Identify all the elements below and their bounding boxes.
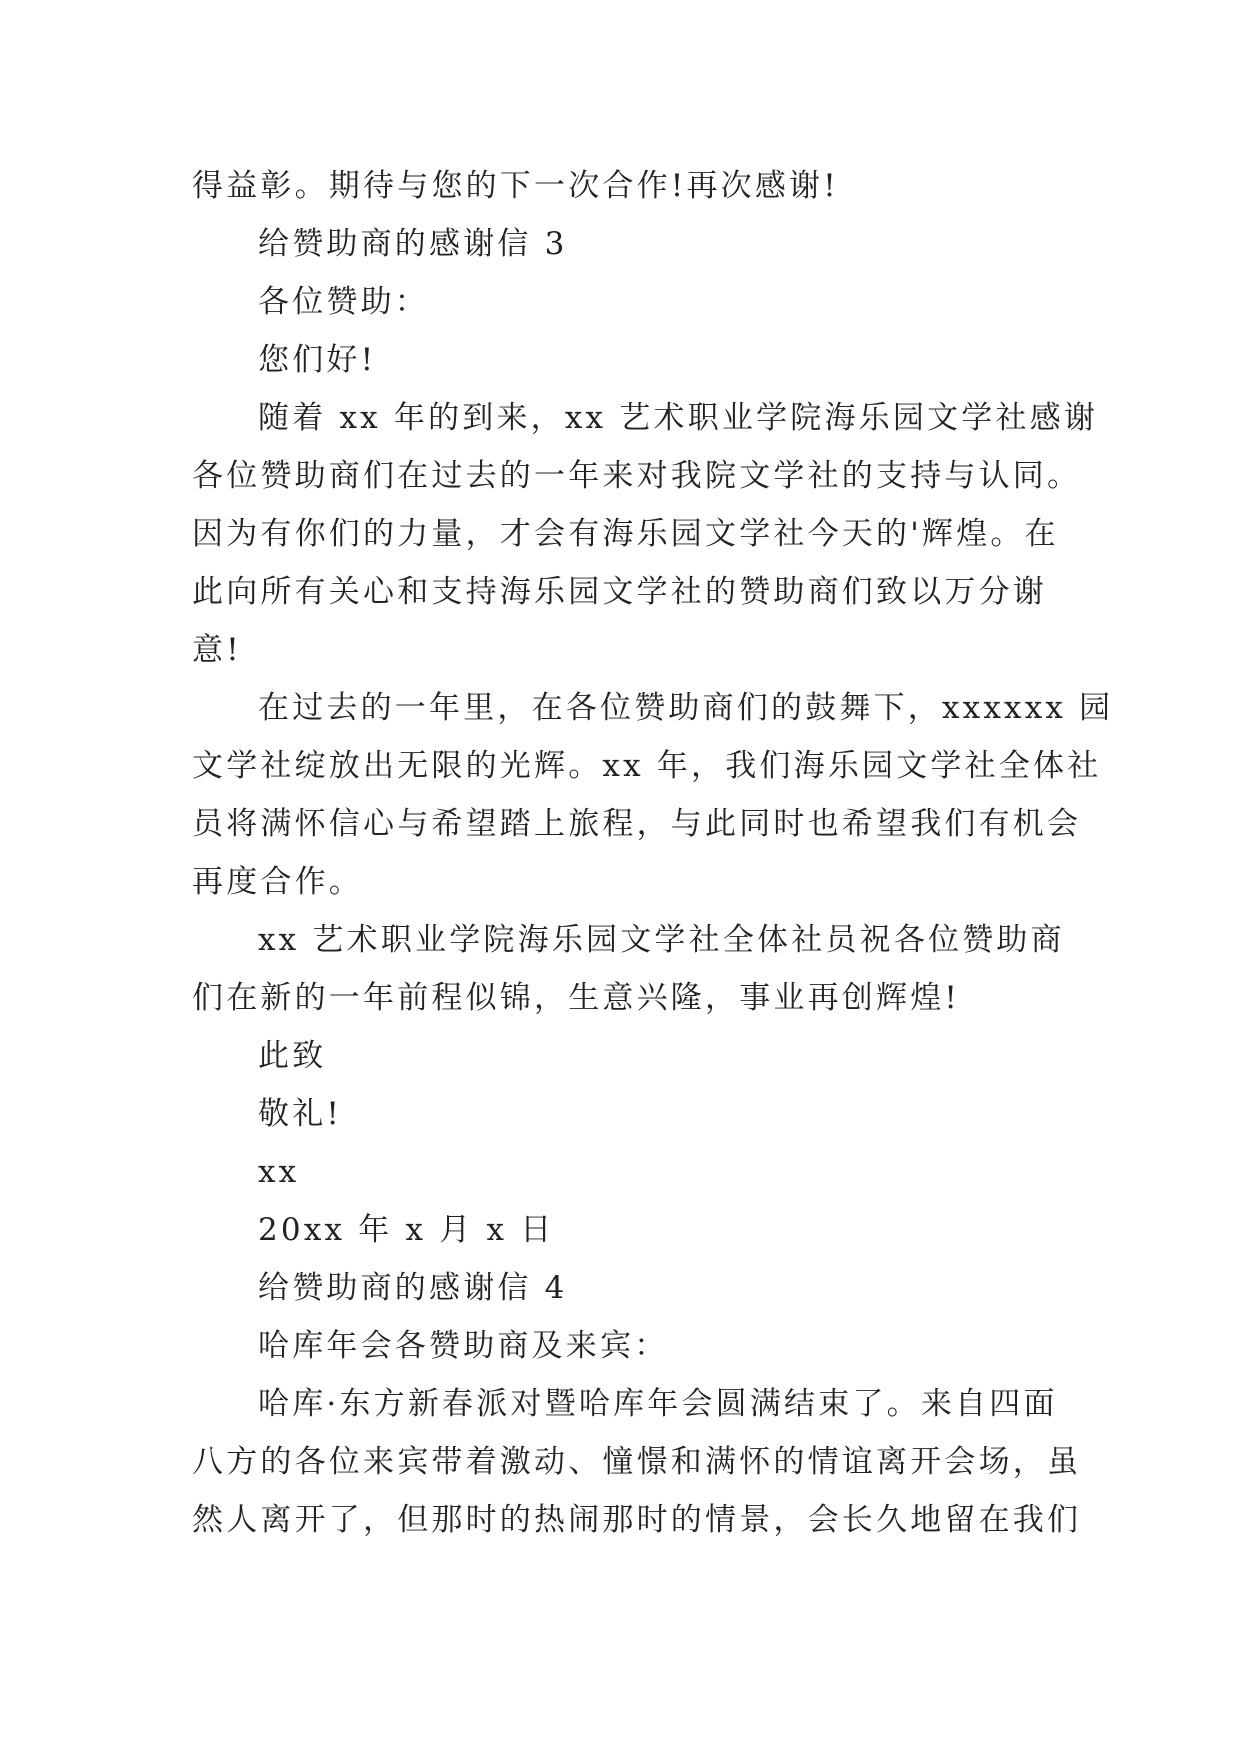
text-line: 在过去的一年里，在各位赞助商们的鼓舞下，xxxxxx 园 bbox=[258, 690, 1114, 726]
greeting: 您们好! bbox=[258, 342, 377, 378]
text-line: 文学社绽放出无限的光辉。xx 年，我们海乐园文学社全体社 bbox=[192, 748, 1102, 784]
text-line: xx 艺术职业学院海乐园文学社全体社员祝各位赞助商 bbox=[258, 922, 1065, 958]
text-line: 再度合作。 bbox=[192, 864, 363, 900]
text-line: 八方的各位来宾带着激动、憧憬和满怀的情谊离开会场，虽 bbox=[192, 1444, 1082, 1480]
text-line: 各位赞助商们在过去的一年来对我院文学社的支持与认同。 bbox=[192, 458, 1082, 494]
date-line: 20xx 年 x 月 x 日 bbox=[258, 1212, 555, 1248]
text-line: 得益彰。期待与您的下一次合作!再次感谢! bbox=[192, 168, 839, 204]
salutation: 哈库年会各赞助商及来宾： bbox=[258, 1328, 669, 1364]
text-line: 然人离开了，但那时的热闹那时的情景，会长久地留在我们 bbox=[192, 1502, 1082, 1538]
text-line: 哈库·东方新春派对暨哈库年会圆满结束了。来自四面 bbox=[258, 1386, 1058, 1422]
closing-line: 此致 bbox=[258, 1038, 327, 1074]
text-line: 员将满怀信心与希望踏上旅程，与此同时也希望我们有机会 bbox=[192, 806, 1082, 842]
closing-line: 敬礼! bbox=[258, 1096, 343, 1132]
text-line: 因为有你们的力量，才会有海乐园文学社今天的'辉煌。在 bbox=[192, 516, 1059, 552]
letter-heading: 给赞助商的感谢信 3 bbox=[258, 226, 568, 262]
text-line: 此向所有关心和支持海乐园文学社的赞助商们致以万分谢 bbox=[192, 574, 1047, 610]
text-line: 随着 xx 年的到来，xx 艺术职业学院海乐园文学社感谢 bbox=[258, 400, 1099, 436]
document-page bbox=[192, 157, 1114, 1549]
text-line: 意! bbox=[192, 632, 242, 668]
letter-heading: 给赞助商的感谢信 4 bbox=[258, 1270, 568, 1306]
signature: xx bbox=[258, 1154, 300, 1190]
salutation: 各位赞助： bbox=[258, 284, 429, 320]
text-line: 们在新的一年前程似锦，生意兴隆，事业再创辉煌! bbox=[192, 980, 961, 1016]
